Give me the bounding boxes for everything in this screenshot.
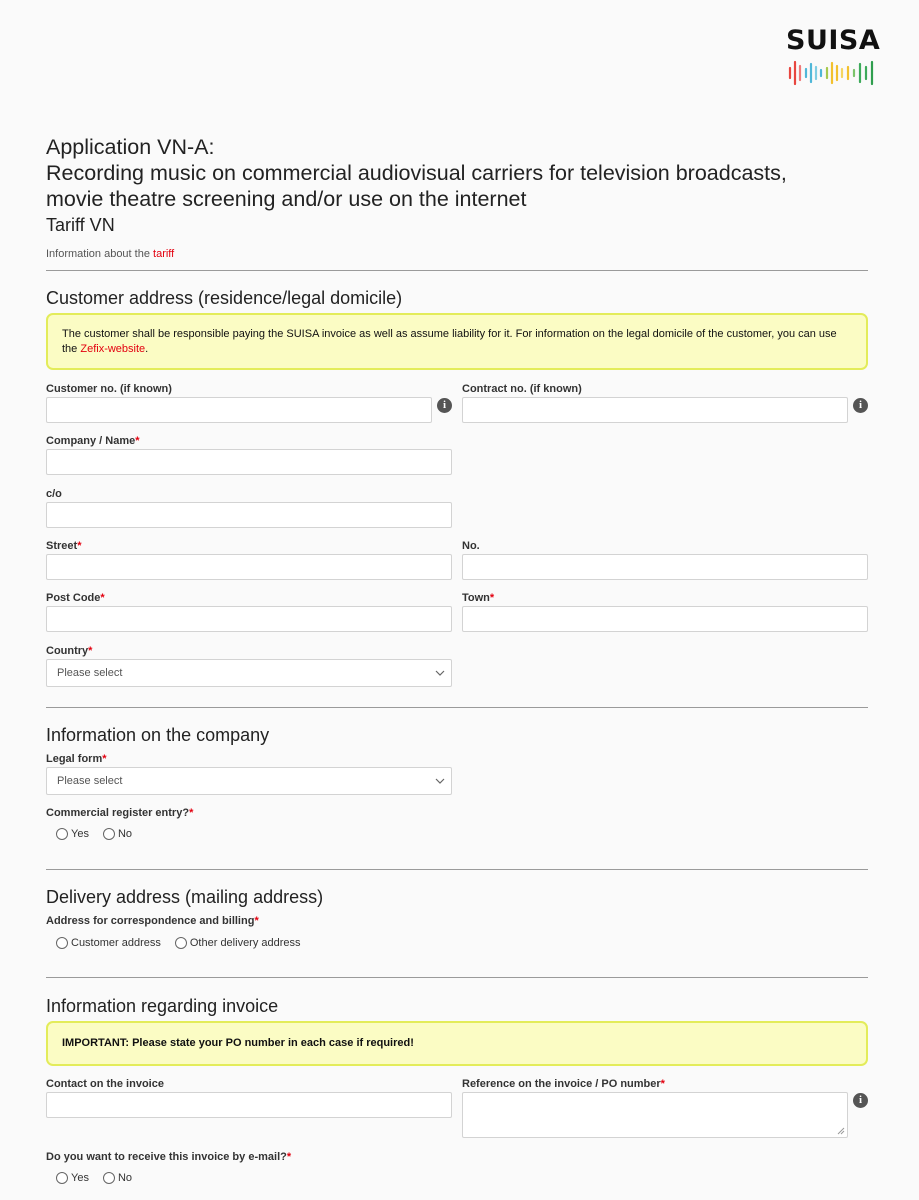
required-mark: * [88,645,93,657]
company-name-label-text: Company / Name [46,435,136,447]
co-input[interactable] [46,502,452,528]
house-no-input[interactable] [462,554,868,580]
radio-label: Customer address [71,937,161,949]
customer-notice-body: The customer shall be responsible paying the SUISA invoice as well as assume liability for it. For information on the legal domicile of the customer, you can use the [62,327,837,355]
customer-no-info-icon[interactable]: i [437,398,452,413]
email-invoice-radio-group [56,1172,146,1184]
section-divider [46,869,868,870]
required-mark: * [100,592,105,604]
invoice-notice-text: IMPORTANT: Please state your PO number in each case if required! [62,1037,414,1049]
radio-circle-icon[interactable] [175,937,187,949]
legal-form-label [46,752,107,766]
zefix-link[interactable]: Zefix-website [80,342,146,355]
town-label-text: Town [462,592,490,604]
required-mark: * [286,1151,292,1163]
email-invoice-label-text: Do you want to receive this invoice by e-mail? [46,1151,287,1163]
tariff-info-text: Information about the [46,248,154,260]
register-entry-yes-radio[interactable] [56,828,89,840]
required-mark: * [77,540,82,552]
legal-form-label-text: Legal form [46,753,103,765]
radio-label: Other delivery address [189,937,301,949]
chevron-down-icon [435,669,445,677]
legal-form-select-value: Please select [57,775,123,787]
po-reference-label [462,1077,665,1091]
customer-address-title: Customer address (residence/legal domicile) [46,288,403,308]
tariff-link[interactable]: tariff [153,248,175,260]
section-divider [46,977,868,978]
section-divider [46,707,868,708]
post-code-input[interactable] [46,606,452,632]
invoice-contact-input[interactable] [46,1092,452,1118]
register-entry-label-text: Commercial register entry? [46,807,190,819]
tariff-info [46,248,866,260]
section-divider [46,270,868,271]
customer-address-radio[interactable] [56,937,161,949]
register-entry-no-radio[interactable] [103,828,132,840]
correspondence-address-label [46,914,259,928]
email-invoice-no-radio[interactable] [103,1172,132,1184]
country-label [46,644,92,658]
customer-no-label: Customer no. (if known) [46,383,172,395]
customer-notice-suffix: . [145,342,149,355]
register-entry-radio-group [56,828,146,840]
radio-label: No [117,1172,133,1184]
delivery-address-title: Delivery address (mailing address) [46,887,324,907]
chevron-down-icon [435,777,445,785]
page-title-line-3: movie theatre screening and/or use on the internet [46,187,527,211]
street-input[interactable] [46,554,452,580]
co-label: c/o [46,488,62,500]
invoice-notice [46,1021,868,1066]
email-invoice-yes-radio[interactable] [56,1172,89,1184]
required-mark: * [135,435,140,447]
radio-circle-icon[interactable] [56,1172,68,1184]
town-label [462,591,494,605]
legal-form-select[interactable] [46,767,452,795]
post-code-label-text: Post Code [46,592,101,604]
required-mark: * [489,592,495,604]
logo-soundwave-icon [788,59,878,87]
post-code-label [46,591,105,605]
required-mark: * [254,915,259,927]
page-header [46,134,866,260]
country-label-text: Country [46,645,89,657]
customer-notice [46,313,868,370]
country-select[interactable] [46,659,452,687]
required-mark: * [660,1078,665,1090]
required-mark: * [189,807,194,819]
company-name-input[interactable] [46,449,452,475]
po-reference-label-text: Reference on the invoice / PO number [462,1078,661,1090]
logo-text: SUISA [786,25,881,56]
email-invoice-label [46,1150,291,1164]
town-input[interactable] [462,606,868,632]
house-no-label: No. [462,540,480,552]
resize-handle-icon[interactable] [837,1127,845,1135]
street-label-text: Street [46,540,78,552]
country-select-value: Please select [57,667,123,679]
page-subtitle: Tariff VN [46,215,115,235]
correspondence-address-label-text: Address for correspondence and billing [46,915,255,927]
register-entry-label [46,806,193,820]
invoice-info-title: Information regarding invoice [46,996,279,1016]
required-mark: * [102,753,107,765]
page-title-line-2: Recording music on commercial audiovisual carriers for television broadcasts, [46,161,787,185]
page-title-line-1: Application VN-A: [46,135,215,159]
company-info-title: Information on the company [46,725,270,745]
po-reference-info-icon[interactable]: i [853,1093,868,1108]
radio-circle-icon[interactable] [103,1172,115,1184]
radio-label: No [117,828,133,840]
contract-no-input[interactable] [462,397,848,423]
delivery-address-radio-group [56,937,315,949]
other-delivery-address-radio[interactable] [175,937,301,949]
radio-circle-icon[interactable] [103,828,115,840]
contract-no-label: Contract no. (if known) [462,383,582,395]
invoice-contact-label: Contact on the invoice [46,1078,164,1090]
radio-circle-icon[interactable] [56,828,68,840]
radio-circle-icon[interactable] [56,937,68,949]
radio-label: Yes [71,1172,89,1184]
company-name-label [46,434,140,448]
contract-no-info-icon[interactable]: i [853,398,868,413]
radio-label: Yes [71,828,89,840]
customer-notice-text [62,327,852,357]
street-label [46,539,81,553]
po-reference-textarea[interactable] [462,1092,848,1138]
suisa-logo [786,25,881,90]
customer-no-input[interactable] [46,397,432,423]
